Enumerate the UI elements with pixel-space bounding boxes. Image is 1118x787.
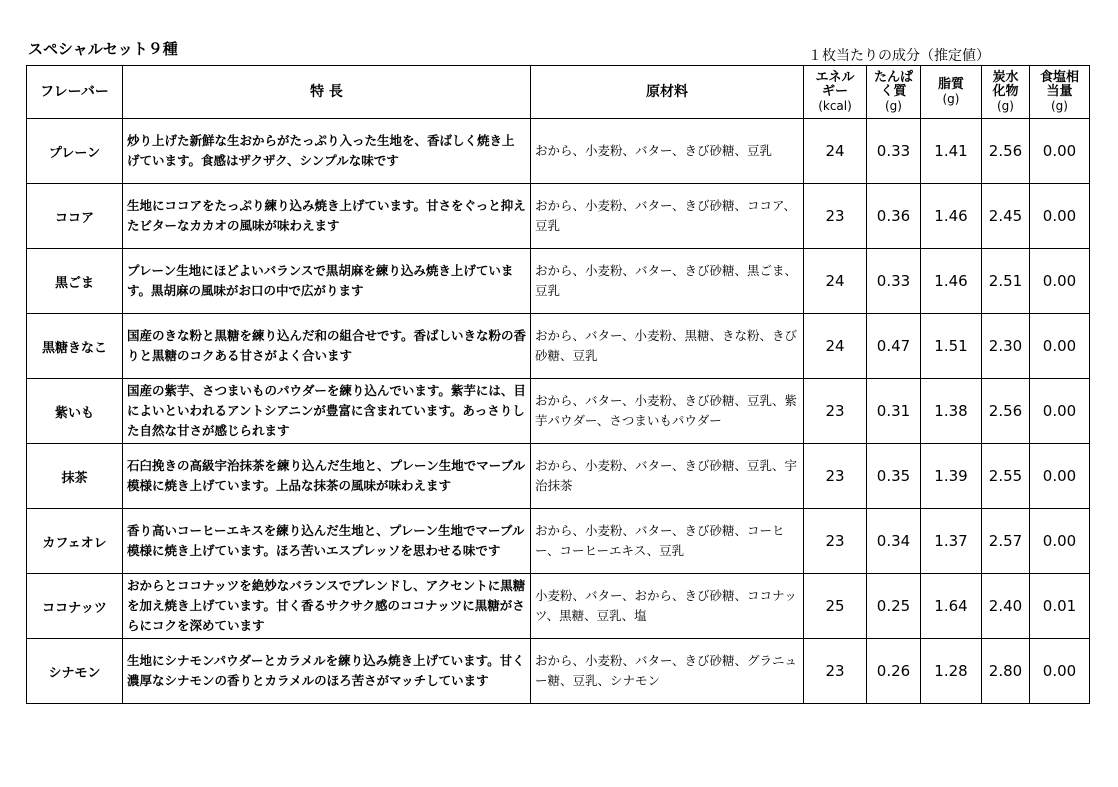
fat-cell: 1.46 [921, 249, 982, 314]
ingredients-cell: おから、バター、小麦粉、黒糖、きな粉、きび砂糖、豆乳 [531, 314, 804, 379]
header-protein-unit: (g) [885, 99, 902, 113]
energy-cell: 23 [804, 509, 867, 574]
flavor-cell: ココナッツ [27, 574, 123, 639]
protein-cell: 0.26 [867, 639, 921, 704]
table-row [27, 509, 1090, 574]
header-salt-unit: (g) [1051, 99, 1068, 113]
energy-cell: 23 [804, 184, 867, 249]
carb-cell: 2.80 [982, 639, 1030, 704]
flavor-cell: プレーン [27, 119, 123, 184]
carb-cell: 2.55 [982, 444, 1030, 509]
ingredients-cell: おから、小麦粉、バター、きび砂糖、豆乳 [531, 119, 804, 184]
nutrition-note: １枚当たりの成分（推定値） [808, 48, 990, 64]
ingredients-cell: おから、小麦粉、バター、きび砂糖、黒ごま、豆乳 [531, 249, 804, 314]
energy-cell: 23 [804, 444, 867, 509]
table-row [27, 639, 1090, 704]
ingredients-cell: おから、小麦粉、バター、きび砂糖、豆乳、宇治抹茶 [531, 444, 804, 509]
header-salt-line2: 当量 [1046, 84, 1073, 99]
carb-cell: 2.45 [982, 184, 1030, 249]
protein-cell: 0.34 [867, 509, 921, 574]
header-ingredients: 原材料 [531, 66, 804, 119]
header-energy-unit: (kcal) [818, 99, 852, 113]
table-row [27, 314, 1090, 379]
salt-cell: 0.00 [1030, 509, 1090, 574]
salt-cell: 0.00 [1030, 184, 1090, 249]
header-carb [982, 66, 1030, 119]
flavor-cell: カフェオレ [27, 509, 123, 574]
header-fat [921, 66, 982, 119]
feature-cell: 生地にシナモンパウダーとカラメルを練り込み焼き上げています。甘く濃厚なシナモンの香りとカラメルのほろ苦さがマッチしています [123, 639, 531, 704]
ingredients-cell: おから、バター、小麦粉、きび砂糖、豆乳、紫芋パウダー、さつまいもパウダー [531, 379, 804, 444]
flavor-cell: ココア [27, 184, 123, 249]
protein-cell: 0.35 [867, 444, 921, 509]
ingredients-cell: おから、小麦粉、バター、きび砂糖、グラニュー糖、豆乳、シナモン [531, 639, 804, 704]
table-row [27, 574, 1090, 639]
table-row [27, 379, 1090, 444]
energy-cell: 24 [804, 314, 867, 379]
protein-cell: 0.33 [867, 119, 921, 184]
carb-cell: 2.30 [982, 314, 1030, 379]
protein-cell: 0.31 [867, 379, 921, 444]
feature-cell: 国産のきな粉と黒糖を練り込んだ和の組合せです。香ばしいきな粉の香りと黒糖のコクある甘さがよく合います [123, 314, 531, 379]
header-carb-line2: 化物 [992, 84, 1019, 99]
salt-cell: 0.00 [1030, 444, 1090, 509]
feature-cell: 香り高いコーヒーエキスを練り込んだ生地と、プレーン生地でマーブル模様に焼き上げています。ほろ苦いエスプレッソを思わせる味です [123, 509, 531, 574]
energy-cell: 23 [804, 639, 867, 704]
header-protein-line2: く質 [880, 84, 907, 99]
fat-cell: 1.51 [921, 314, 982, 379]
header-salt [1030, 66, 1090, 119]
flavor-cell: 黒ごま [27, 249, 123, 314]
header-fat-unit: (g) [942, 92, 960, 106]
fat-cell: 1.41 [921, 119, 982, 184]
carb-cell: 2.40 [982, 574, 1030, 639]
header-energy-line2: ギー [821, 84, 848, 99]
carb-cell: 2.56 [982, 119, 1030, 184]
table-row [27, 119, 1090, 184]
fat-cell: 1.28 [921, 639, 982, 704]
protein-cell: 0.47 [867, 314, 921, 379]
salt-cell: 0.00 [1030, 119, 1090, 184]
fat-cell: 1.64 [921, 574, 982, 639]
energy-cell: 24 [804, 249, 867, 314]
flavor-cell: シナモン [27, 639, 123, 704]
header-energy-line1: エネル [815, 70, 855, 85]
energy-cell: 25 [804, 574, 867, 639]
page-title: スペシャルセット９種 [28, 40, 178, 58]
feature-cell: おからとココナッツを絶妙なバランスでブレンドし、アクセントに黒糖を加え焼き上げています。甘く香るサクサク感のココナッツに黒糖がさらにコクを深めています [123, 574, 531, 639]
salt-cell: 0.00 [1030, 314, 1090, 379]
protein-cell: 0.25 [867, 574, 921, 639]
protein-cell: 0.36 [867, 184, 921, 249]
ingredients-cell: おから、小麦粉、バター、きび砂糖、コーヒー、コーヒーエキス、豆乳 [531, 509, 804, 574]
feature-cell: プレーン生地にほどよいバランスで黒胡麻を練り込み焼き上げています。黒胡麻の風味がお口の中で広がります [123, 249, 531, 314]
table-row [27, 249, 1090, 314]
header-feature: 特 長 [123, 66, 531, 119]
fat-cell: 1.37 [921, 509, 982, 574]
energy-cell: 24 [804, 119, 867, 184]
carb-cell: 2.51 [982, 249, 1030, 314]
header-flavor: フレーバー [27, 66, 123, 119]
protein-cell: 0.33 [867, 249, 921, 314]
flavor-cell: 抹茶 [27, 444, 123, 509]
carb-cell: 2.57 [982, 509, 1030, 574]
salt-cell: 0.00 [1030, 249, 1090, 314]
feature-cell: 国産の紫芋、さつまいものパウダーを練り込んでいます。紫芋には、目によいといわれるアントシアニンが豊富に含まれています。あっさりした自然な甘さが感じられます [123, 379, 531, 444]
header-carb-unit: (g) [997, 99, 1014, 113]
header-protein [867, 66, 921, 119]
header-salt-line1: 食塩相 [1039, 70, 1079, 85]
nutrition-table [26, 65, 1090, 704]
header-carb-line1: 炭水 [992, 70, 1019, 85]
header-protein-line1: たんぱ [873, 70, 913, 85]
flavor-cell: 紫いも [27, 379, 123, 444]
salt-cell: 0.01 [1030, 574, 1090, 639]
salt-cell: 0.00 [1030, 639, 1090, 704]
fat-cell: 1.38 [921, 379, 982, 444]
header-energy [804, 66, 867, 119]
feature-cell: 炒り上げた新鮮な生おからがたっぷり入った生地を、香ばしく焼き上げています。食感はザクザク、シンプルな味です [123, 119, 531, 184]
energy-cell: 23 [804, 379, 867, 444]
fat-cell: 1.46 [921, 184, 982, 249]
header-fat-line1: 脂質 [937, 77, 964, 92]
table-row [27, 444, 1090, 509]
ingredients-cell: おから、小麦粉、バター、きび砂糖、ココア、豆乳 [531, 184, 804, 249]
ingredients-cell: 小麦粉、バター、おから、きび砂糖、ココナッツ、黒糖、豆乳、塩 [531, 574, 804, 639]
feature-cell: 石臼挽きの高級宇治抹茶を練り込んだ生地と、プレーン生地でマーブル模様に焼き上げています。上品な抹茶の風味が味わえます [123, 444, 531, 509]
salt-cell: 0.00 [1030, 379, 1090, 444]
fat-cell: 1.39 [921, 444, 982, 509]
feature-cell: 生地にココアをたっぷり練り込み焼き上げています。甘さをぐっと抑えたビターなカカオの風味が味わえます [123, 184, 531, 249]
carb-cell: 2.56 [982, 379, 1030, 444]
flavor-cell: 黒糖きなこ [27, 314, 123, 379]
table-row [27, 184, 1090, 249]
table-header-row [27, 66, 1090, 119]
